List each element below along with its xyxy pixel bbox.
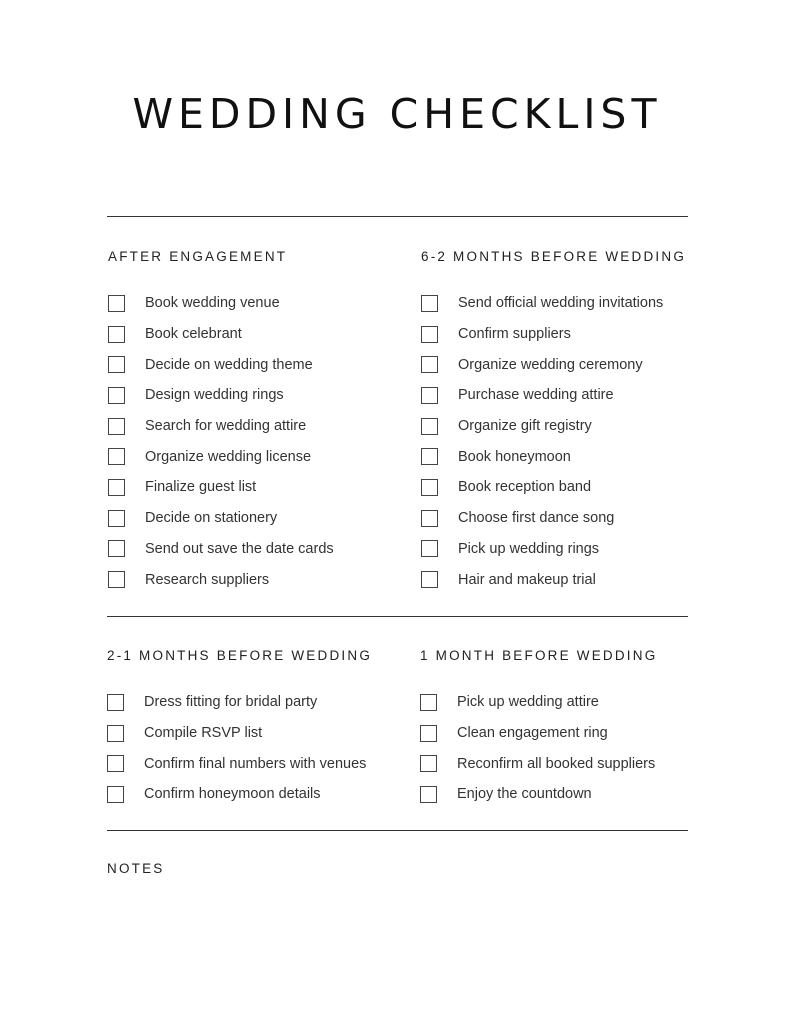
checklist-item-label: Reconfirm all booked suppliers <box>457 755 656 772</box>
checkbox[interactable] <box>421 571 438 588</box>
checkbox[interactable] <box>107 694 124 711</box>
checklist-1-month <box>420 687 655 810</box>
checklist-item-label: Confirm honeymoon details <box>144 786 321 803</box>
checklist-item <box>421 411 663 442</box>
checklist-6-2-months <box>421 288 663 595</box>
checklist-item-label: Organize wedding ceremony <box>458 356 643 373</box>
checklist-item <box>421 503 663 534</box>
checklist-item-label: Choose first dance song <box>458 510 615 527</box>
checklist-item <box>108 288 334 319</box>
checklist-item-label: Decide on stationery <box>145 510 278 527</box>
checklist-item-label: Hair and makeup trial <box>458 571 596 588</box>
checkbox[interactable] <box>421 448 438 465</box>
checklist-item <box>421 288 663 319</box>
notes-area[interactable] <box>107 885 688 1005</box>
notes-heading: NOTES <box>107 861 165 876</box>
checkbox[interactable] <box>108 571 125 588</box>
checkbox[interactable] <box>108 295 125 312</box>
checklist-item <box>108 534 334 565</box>
checkbox[interactable] <box>421 326 438 343</box>
checklist-item <box>420 779 655 810</box>
section-heading-1-month: 1 MONTH BEFORE WEDDING <box>420 648 658 663</box>
checkbox[interactable] <box>420 786 437 803</box>
checklist-item <box>108 380 334 411</box>
checklist-item-label: Purchase wedding attire <box>458 387 614 404</box>
checklist-item <box>421 319 663 350</box>
divider-top <box>107 216 688 217</box>
checklist-item-label: Book honeymoon <box>458 448 571 465</box>
checklist-item-label: Confirm final numbers with venues <box>144 755 367 772</box>
checklist-item-label: Book celebrant <box>145 326 242 343</box>
checklist-item <box>107 718 366 749</box>
checkbox[interactable] <box>421 510 438 527</box>
page-title: WEDDING CHECKLIST <box>132 90 662 138</box>
checkbox[interactable] <box>107 755 124 772</box>
checklist-item <box>108 472 334 503</box>
checkbox[interactable] <box>420 725 437 742</box>
checklist-item <box>107 687 366 718</box>
checkbox[interactable] <box>108 418 125 435</box>
checklist-item <box>108 564 334 595</box>
checkbox[interactable] <box>108 387 125 404</box>
checklist-item-label: Research suppliers <box>145 571 270 588</box>
checklist-item <box>107 748 366 779</box>
checklist-item-label: Organize wedding license <box>145 448 312 465</box>
checkbox[interactable] <box>421 356 438 373</box>
checkbox[interactable] <box>421 418 438 435</box>
checklist-item <box>108 411 334 442</box>
checklist-item-label: Send out save the date cards <box>145 540 334 557</box>
checklist-item-label: Confirm suppliers <box>458 326 571 343</box>
checklist-item-label: Book wedding venue <box>145 295 280 312</box>
checklist-item <box>421 380 663 411</box>
checklist-item <box>420 687 655 718</box>
checklist-item-label: Pick up wedding attire <box>457 694 599 711</box>
section-heading-6-2-months: 6-2 MONTHS BEFORE WEDDING <box>421 249 687 264</box>
checklist-item-label: Search for wedding attire <box>145 418 307 435</box>
section-heading-2-1-months: 2-1 MONTHS BEFORE WEDDING <box>107 648 373 663</box>
checklist-item <box>421 472 663 503</box>
checklist-item-label: Clean engagement ring <box>457 725 608 742</box>
checklist-item <box>421 441 663 472</box>
checklist-item <box>108 441 334 472</box>
checklist-item-label: Enjoy the countdown <box>457 786 592 803</box>
checklist-item <box>107 779 366 810</box>
checkbox[interactable] <box>107 725 124 742</box>
checkbox[interactable] <box>108 448 125 465</box>
checklist-item-label: Decide on wedding theme <box>145 356 313 373</box>
checklist-item <box>421 349 663 380</box>
checklist-item-label: Pick up wedding rings <box>458 540 600 557</box>
section-heading-after-engagement: AFTER ENGAGEMENT <box>108 249 288 264</box>
checklist-item <box>421 564 663 595</box>
checkbox[interactable] <box>421 387 438 404</box>
checklist-item-label: Send official wedding invitations <box>458 295 664 312</box>
checklist-item-label: Design wedding rings <box>145 387 284 404</box>
checklist-after-engagement <box>108 288 334 595</box>
checkbox[interactable] <box>108 510 125 527</box>
checkbox[interactable] <box>108 356 125 373</box>
checklist-item <box>108 503 334 534</box>
checkbox[interactable] <box>108 326 125 343</box>
checklist-item <box>108 349 334 380</box>
checkbox[interactable] <box>107 786 124 803</box>
checklist-item <box>421 534 663 565</box>
checkbox[interactable] <box>108 479 125 496</box>
checkbox[interactable] <box>420 755 437 772</box>
checkbox[interactable] <box>421 479 438 496</box>
checkbox[interactable] <box>421 540 438 557</box>
checkbox[interactable] <box>420 694 437 711</box>
checklist-2-1-months <box>107 687 366 810</box>
checklist-item-label: Organize gift registry <box>458 418 592 435</box>
checklist-item <box>108 319 334 350</box>
checklist-item-label: Book reception band <box>458 479 592 496</box>
checklist-item-label: Compile RSVP list <box>144 725 263 742</box>
checkbox[interactable] <box>108 540 125 557</box>
checklist-item-label: Dress fitting for bridal party <box>144 694 318 711</box>
checklist-item-label: Finalize guest list <box>145 479 257 496</box>
divider-middle <box>107 616 688 617</box>
checklist-item <box>420 748 655 779</box>
checklist-item <box>420 718 655 749</box>
divider-bottom <box>107 830 688 831</box>
checkbox[interactable] <box>421 295 438 312</box>
